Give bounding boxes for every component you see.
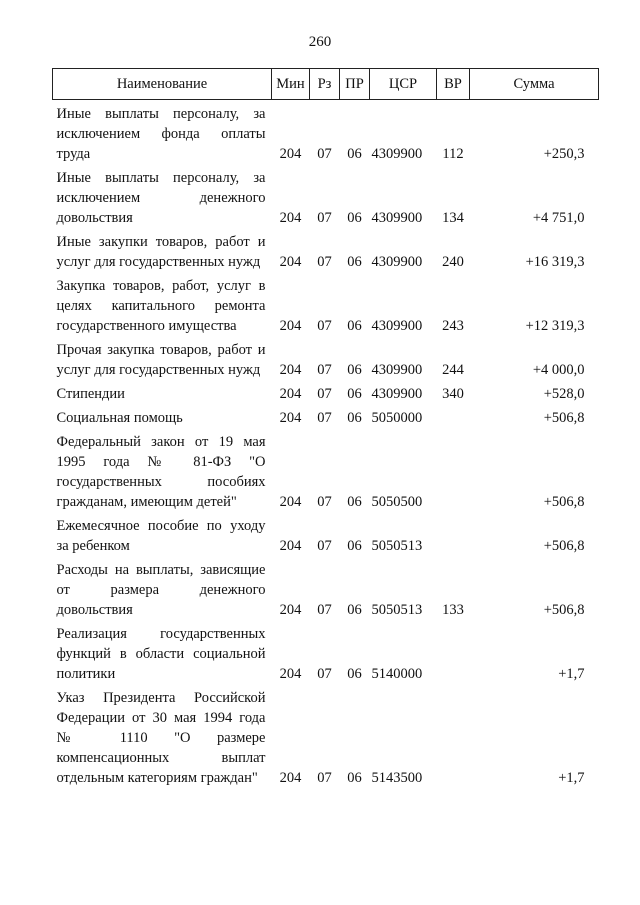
header-name: Наименование bbox=[53, 69, 272, 100]
cell-min: 204 bbox=[279, 318, 302, 334]
cell-name: Иные выплаты персоналу, за исключением фонда оплаты труда bbox=[56, 106, 266, 162]
header-csr: ЦСР bbox=[370, 69, 437, 100]
table-header bbox=[53, 69, 599, 100]
cell-min: 204 bbox=[279, 254, 302, 270]
header-pr: ПР bbox=[340, 69, 370, 100]
cell-rz: 07 bbox=[317, 494, 332, 510]
table-row bbox=[53, 620, 599, 684]
cell-vr bbox=[437, 404, 470, 428]
cell-min: 204 bbox=[279, 410, 302, 426]
cell-csr: 5050500 bbox=[371, 494, 423, 510]
cell-pr: 06 bbox=[347, 602, 362, 618]
cell-pr: 06 bbox=[347, 386, 362, 402]
cell-sum: +250,3 bbox=[543, 146, 585, 162]
table-row bbox=[53, 164, 599, 228]
cell-pr: 06 bbox=[347, 666, 362, 682]
table-row bbox=[53, 684, 599, 788]
table-row bbox=[53, 228, 599, 272]
cell-sum: +506,8 bbox=[543, 410, 585, 426]
cell-vr: 244 bbox=[442, 362, 464, 378]
cell-rz: 07 bbox=[317, 666, 332, 682]
cell-rz: 07 bbox=[317, 146, 332, 162]
cell-pr: 06 bbox=[347, 494, 362, 510]
table-row bbox=[53, 100, 599, 165]
cell-name: Прочая закупка товаров, работ и услуг для государственных нужд bbox=[56, 342, 266, 378]
cell-min: 204 bbox=[279, 210, 302, 226]
cell-min: 204 bbox=[279, 386, 302, 402]
table-row bbox=[53, 380, 599, 404]
cell-rz: 07 bbox=[317, 538, 332, 554]
budget-table bbox=[52, 68, 599, 788]
cell-vr: 134 bbox=[442, 210, 464, 226]
cell-csr: 5143500 bbox=[371, 770, 423, 786]
cell-sum: +1,7 bbox=[558, 666, 585, 682]
cell-sum: +12 319,3 bbox=[525, 318, 585, 334]
table-row bbox=[53, 272, 599, 336]
header-min: Мин bbox=[272, 69, 310, 100]
cell-name: Иные закупки товаров, работ и услуг для государственных нужд bbox=[56, 234, 266, 270]
cell-csr: 4309900 bbox=[371, 146, 423, 162]
cell-pr: 06 bbox=[347, 770, 362, 786]
table-row bbox=[53, 512, 599, 556]
cell-pr: 06 bbox=[347, 538, 362, 554]
cell-csr: 5140000 bbox=[371, 666, 423, 682]
cell-name: Расходы на выплаты, зависящие от размера денежного довольствия bbox=[56, 562, 266, 618]
cell-pr: 06 bbox=[347, 318, 362, 334]
cell-sum: +528,0 bbox=[543, 386, 585, 402]
cell-vr bbox=[437, 512, 470, 556]
cell-vr: 112 bbox=[442, 146, 464, 162]
cell-csr: 4309900 bbox=[371, 386, 423, 402]
cell-pr: 06 bbox=[347, 146, 362, 162]
header-sum: Сумма bbox=[470, 69, 599, 100]
table-row bbox=[53, 428, 599, 512]
cell-vr: 240 bbox=[442, 254, 464, 270]
cell-csr: 5050000 bbox=[371, 410, 423, 426]
cell-pr: 06 bbox=[347, 210, 362, 226]
cell-sum: +506,8 bbox=[543, 538, 585, 554]
cell-rz: 07 bbox=[317, 210, 332, 226]
cell-min: 204 bbox=[279, 666, 302, 682]
cell-name: Закупка товаров, работ, услуг в целях капитального ремонта государственного имущества bbox=[56, 278, 266, 334]
table-body bbox=[53, 100, 599, 789]
cell-vr: 340 bbox=[442, 386, 464, 402]
cell-min: 204 bbox=[279, 146, 302, 162]
cell-csr: 4309900 bbox=[371, 318, 423, 334]
cell-vr bbox=[437, 428, 470, 512]
cell-vr bbox=[437, 684, 470, 788]
cell-vr: 243 bbox=[442, 318, 464, 334]
cell-csr: 4309900 bbox=[371, 362, 423, 378]
cell-name: Федеральный закон от 19 мая 1995 года № 81-ФЗ "О государственных пособиях гражданам, имеющим детей" bbox=[56, 434, 266, 510]
table-row bbox=[53, 404, 599, 428]
table-row bbox=[53, 336, 599, 380]
cell-csr: 4309900 bbox=[371, 254, 423, 270]
cell-rz: 07 bbox=[317, 410, 332, 426]
cell-sum: +4 000,0 bbox=[532, 362, 585, 378]
cell-min: 204 bbox=[279, 602, 302, 618]
cell-name: Ежемесячное пособие по уходу за ребенком bbox=[56, 518, 266, 554]
cell-min: 204 bbox=[279, 770, 302, 786]
cell-min: 204 bbox=[279, 494, 302, 510]
cell-sum: +506,8 bbox=[543, 494, 585, 510]
cell-rz: 07 bbox=[317, 254, 332, 270]
page-number: 260 bbox=[308, 34, 332, 50]
cell-rz: 07 bbox=[317, 318, 332, 334]
cell-sum: +16 319,3 bbox=[525, 254, 585, 270]
cell-min: 204 bbox=[279, 538, 302, 554]
header-rz: Рз bbox=[310, 69, 340, 100]
cell-vr bbox=[437, 620, 470, 684]
table-row bbox=[53, 556, 599, 620]
cell-pr: 06 bbox=[347, 410, 362, 426]
cell-rz: 07 bbox=[317, 362, 332, 378]
header-vr: ВР bbox=[437, 69, 470, 100]
cell-name: Социальная помощь bbox=[56, 410, 183, 426]
cell-name: Указ Президента Российской Федерации от 30 мая 1994 года № 1110 "О размере компенсационных выплат отдельным категориям граждан" bbox=[56, 690, 266, 786]
cell-rz: 07 bbox=[317, 770, 332, 786]
cell-pr: 06 bbox=[347, 362, 362, 378]
cell-csr: 5050513 bbox=[371, 602, 423, 618]
cell-rz: 07 bbox=[317, 386, 332, 402]
cell-name: Реализация государственных функций в области социальной политики bbox=[56, 626, 266, 682]
cell-csr: 4309900 bbox=[371, 210, 423, 226]
cell-csr: 5050513 bbox=[371, 538, 423, 554]
cell-sum: +4 751,0 bbox=[532, 210, 585, 226]
cell-vr: 133 bbox=[442, 602, 464, 618]
cell-min: 204 bbox=[279, 362, 302, 378]
cell-pr: 06 bbox=[347, 254, 362, 270]
cell-name: Иные выплаты персоналу, за исключением денежного довольствия bbox=[56, 170, 266, 226]
cell-rz: 07 bbox=[317, 602, 332, 618]
cell-sum: +1,7 bbox=[558, 770, 585, 786]
cell-sum: +506,8 bbox=[543, 602, 585, 618]
cell-name: Стипендии bbox=[56, 386, 125, 402]
